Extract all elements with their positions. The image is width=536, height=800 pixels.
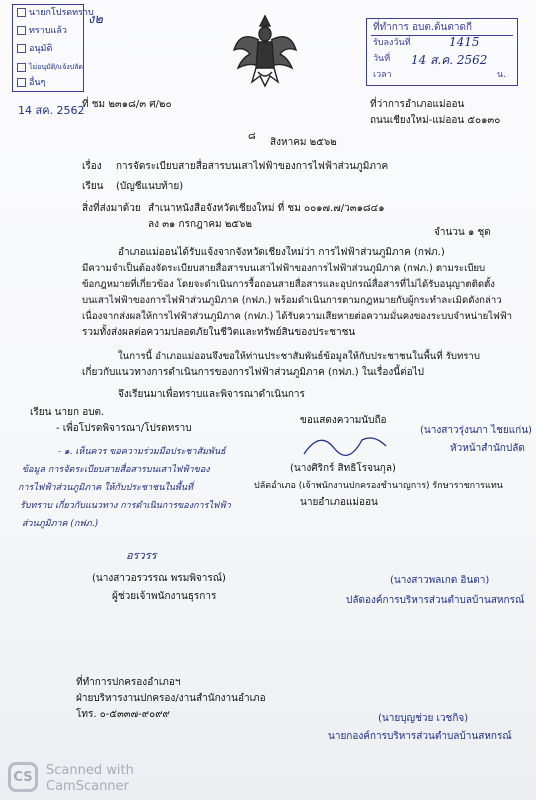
watermark-line-1: Scanned with [46, 763, 134, 778]
checkbox-icon [17, 26, 26, 35]
footer-line-1: ที่ทำการปกครองอำเภอฯ [76, 677, 181, 688]
right-sign-title-2: ปลัดองค์การบริหารส่วนตำบลบ้านสหกรณ์ [346, 595, 525, 606]
handwritten-mark: ง๒ [88, 12, 103, 27]
body-closing-line: จึงเรียนมาเพื่อทราบและพิจารณาดำเนินการ [118, 389, 305, 400]
receive-stamp [366, 18, 518, 86]
footer-line-2: ฝ่ายบริหารงานปกครอง/งานสำนักงานอำเภอ [76, 693, 266, 704]
receive-date-left: 14 สค. 2562 [18, 104, 85, 117]
office-line-1: ที่ว่าการอำเภอแม่ออน [370, 99, 465, 110]
right-sign-name-2: (นางสาวพลเกต อินตา) [390, 575, 490, 586]
body-line: มีความจำเป็นต้องจัดระเบียบสายสื่อสารบนเสาไฟฟ้าของการไฟฟ้าส่วนภูมิภาค (กฟภ.) ตามระเบียบ [82, 263, 486, 274]
memo-to: เรียน นายก อบต. [30, 407, 105, 418]
memo-handwritten-line: ส่วนภูมิภาค (กฟภ.) [22, 519, 99, 529]
document-number: ที่ ชม ๒๓๑๘/๓ ศ/๒๐ [82, 99, 172, 110]
stamp-time-label: เวลา [373, 70, 392, 80]
watermark-line-2: CamScanner [46, 779, 129, 794]
signer-title-1: ปลัดอำเภอ (เจ้าพนักงานปกครองชำนาญการ) รักษาราชการแทน [254, 481, 503, 491]
memo-handwritten-line: ข้อมูล การจัดระเบียบสายสื่อสารบนเสาไฟฟ้าของ [22, 465, 210, 475]
stamp-item-1: นายกโปรดทราบ [17, 7, 94, 20]
subject-text: การจัดระเบียบสายสื่อสารบนเสาไฟฟ้าของการไฟฟ้าส่วนภูมิภาค [116, 161, 389, 172]
body-line: เนื่องจากส่งผลให้การไฟฟ้าส่วนภูมิภาค (กฟภ.) ได้รับความเสียหายต่อความมั่นคงของระบบจำหน่ายไฟฟ้า [82, 311, 513, 322]
stamp-item-3: อนุมัติ [17, 43, 52, 56]
to-text: (บัญชีแนบท้าย) [116, 181, 184, 192]
office-line-2: ถนนเชียงใหม่-แม่ออน ๕๐๑๓๐ [370, 115, 501, 126]
signer-name: (นางศิริกร์ สิทธิโรจนกุล) [290, 463, 396, 474]
checkbox-icon [17, 78, 26, 87]
attachment-date: ลง ๓๑ กรกฎาคม ๒๕๖๒ [148, 219, 252, 230]
body-line: ในการนี้ อำเภอแม่ออนจึงขอให้ท่านประชาสัมพันธ์ข้อมูลให้กับประชาชนในพื้นที่ รับทราบ [118, 351, 480, 362]
footer-line-3: โทร. ๐-๕๓๓๗-๙๐๙๙ [76, 709, 170, 720]
camscanner-logo-icon: CS [8, 762, 38, 792]
stamp-time-suffix: น. [497, 70, 507, 80]
memo-handwritten-line: - ๑. เห็นควร ขอความร่วมมือประชาสัมพันธ์ [58, 447, 226, 457]
stamp-item-4: ไม่อนุมัติ/แจ้งปลัด [17, 61, 83, 74]
stamp-receive-label: รับลงวันที่ [373, 38, 411, 48]
attachment-label: สิ่งที่ส่งมาด้วย [82, 203, 141, 214]
checkbox-icon [17, 8, 26, 17]
right-sign-title-1: หัวหน้าสำนักปลัด [450, 443, 525, 454]
stamp-receive-no: 1415 [449, 35, 480, 49]
subject-label: เรื่อง [82, 161, 102, 172]
memo-handwritten-line: รับทราบ เกี่ยวกับแนวทาง การดำเนินการของการไฟฟ้า [20, 501, 231, 511]
right-sign-name-3: (นายบุญช่วย เวชกิจ) [378, 713, 469, 724]
body-line: รวมทั้งส่งผลต่อความปลอดภัยในชีวิตและทรัพย์สินของประชาชน [82, 327, 356, 338]
right-sign-name-1: (นางสาวรุ่งนภา ไชยแก่น) [420, 425, 532, 436]
to-label: เรียน [82, 181, 104, 192]
stamp-date-label: วันที่ [373, 54, 391, 64]
body-line: อำเภอแม่ออนได้รับแจ้งจากจังหวัดเชียงใหม่ว่า การไฟฟ้าส่วนภูมิภาค (กฟภ.) [118, 247, 445, 258]
stamp-date-value: 14 ส.ค. 2562 [411, 53, 488, 67]
signer-title-2: นายอำเภอแม่ออน [300, 497, 378, 508]
body-line: เกี่ยวกับแนวทางการดำเนินการของการไฟฟ้าส่วนภูมิภาค (กฟภ.) ในเรื่องนี้ต่อไป [82, 367, 424, 378]
checkbox-icon [17, 63, 26, 72]
memo-handwritten-line: การไฟฟ้าส่วนภูมิภาค ให้กับประชาชนในพื้นที่ [18, 483, 193, 493]
clerk-name: (นางสาวอรวรรณ พรมพิจารณ์) [92, 573, 226, 584]
closing-regards: ขอแสดงความนับถือ [300, 415, 387, 426]
stamp-divider [371, 35, 513, 36]
body-line: บนเสาไฟฟ้าของการไฟฟ้าส่วนภูมิภาค (กฟภ.) พร้อมดำเนินการตามกฎหมายกับผู้กระทำละเมิดดังกล่าว [82, 295, 502, 306]
stamp-item-2: ทราบแล้ว [17, 25, 67, 38]
right-sign-title-3: นายกองค์การบริหารส่วนตำบลบ้านสหกรณ์ [328, 731, 512, 742]
body-line: ข้อกฎหมายที่เกี่ยวข้อง โดยจะดำเนินการรื้อถอนสายสื่อสารและอุปกรณ์สื่อสารที่ไม่ได้รับอนุญาตติดตั้ง [82, 279, 495, 290]
garuda-emblem-icon [230, 10, 300, 92]
checkbox-icon [17, 44, 26, 53]
attachment-count: จำนวน ๑ ชุด [434, 227, 491, 238]
attachment-text: สำเนาหนังสือจังหวัดเชียงใหม่ ที่ ชม ๐๐๑๗.๗/ว๓๑๘๔๑ [148, 203, 385, 214]
doc-date-month: สิงหาคม ๒๕๖๒ [270, 137, 337, 148]
routing-stamp [12, 4, 94, 92]
stamp-item-5: อื่นๆ [17, 77, 45, 90]
director-signature [300, 426, 390, 462]
clerk-signature: อรวรร [126, 549, 157, 562]
doc-date-day: ๘ [248, 131, 256, 142]
memo-item-1: - เพื่อโปรดพิจารณา/โปรดทราบ [56, 423, 192, 434]
clerk-title: ผู้ช่วยเจ้าพนักงานธุรการ [112, 591, 217, 602]
stamp-org: ที่ทำการ อบต.ต้นตาดกี [373, 22, 473, 33]
